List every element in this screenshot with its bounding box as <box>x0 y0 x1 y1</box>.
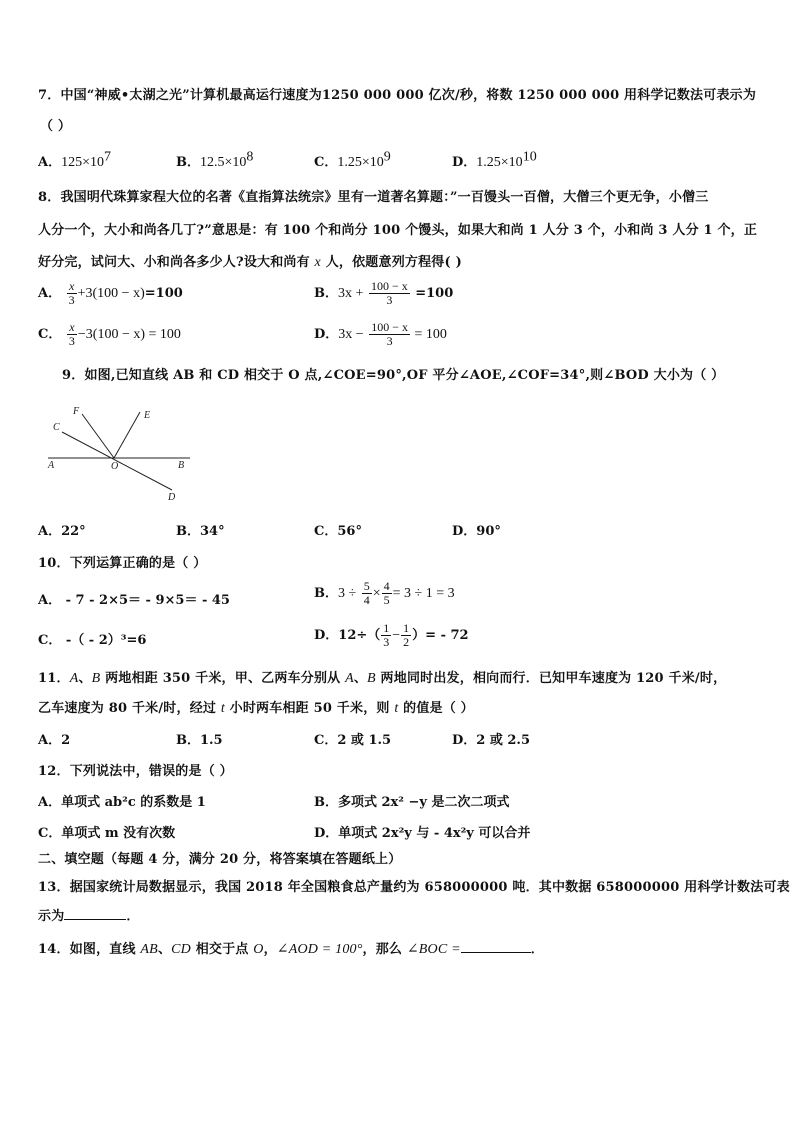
q8-stem-line1: 8．我国明代珠算家程大位的名著《直指算法统宗》里有一道著名算题：”一百馒头一百僧，大僧三个更无争，小僧三 <box>38 190 709 205</box>
q11-option-c: C．2 或 1.5 <box>314 733 392 748</box>
label-a: A <box>48 460 55 471</box>
q9-option-a: A．22° <box>38 524 86 539</box>
label-f: F <box>73 406 80 417</box>
q8-option-d: D．3x − $\frac{100 - x}{3}$ = 100 <box>314 320 447 348</box>
q7-option-a: A．$125\times 10^7$ <box>38 149 111 170</box>
q9-option-d: D．90° <box>452 524 501 539</box>
label-e: E <box>144 410 151 421</box>
q10-option-a: A． - 7 - 2×5＝ - 9×5＝ - 45 <box>38 593 230 608</box>
q8-stem-line3: 好分完，试问大、小和尚各多少人?设大和尚有 x 人，依题意列方程得( ) <box>38 255 462 270</box>
q8-option-c: C． $\frac{x}{3}$ −3(100 − x) = 100 <box>38 320 181 348</box>
q14-stem: 14．如图，直线 AB、CD 相交于点 O，∠AOD = 100°，那么 ∠BOC = ． <box>38 942 544 957</box>
q7-stem-line2: （ ） <box>40 119 72 134</box>
q12-option-d: D．单项式 2x²y 与 - 4x²y 可以合并 <box>314 826 531 841</box>
label-b: B <box>178 460 185 471</box>
q12-option-b: B．多项式 2x² −y 是二次二项式 <box>314 795 510 810</box>
q10-option-d: D．12÷（ $\frac{1}{3}$ − $\frac{1}{2}$ ）= - 72 <box>314 621 469 649</box>
section-title: 二、填空题（每题 4 分，满分 20 分，将答案填在答题纸上） <box>38 852 402 867</box>
ray-oe <box>114 412 140 458</box>
q11-stem-line2: 乙车速度为 80 千米/时，经过 t 小时两车相距 50 千米，则 t 的值是（ ） <box>38 701 474 716</box>
q7-option-d: D．$1.25\times 10^{10}$ <box>452 149 537 170</box>
q11-option-d: D．2 或 2.5 <box>452 733 530 748</box>
q10-stem: 10．下列运算正确的是（ ） <box>38 556 207 571</box>
q12-option-a: A．单项式 ab²c 的系数是 1 <box>38 795 206 810</box>
q14-answer-blank[interactable] <box>461 940 531 953</box>
q9-stem: 9．如图,已知直线 AB 和 CD 相交于 O 点,∠COE=90°,OF 平分∠AOE,∠COF=34°,则∠BOD 大小为（ ） <box>62 368 725 383</box>
q12-option-c: C．单项式 m 没有次数 <box>38 826 176 841</box>
q8-option-b: B．3x + $\frac{100 - x}{3}$ =100 <box>314 279 454 307</box>
label-d: D <box>168 492 176 502</box>
label-o: O <box>111 461 119 472</box>
q13-stem-line2: 示为 ． <box>38 909 140 924</box>
q11-option-b: B．1.5 <box>176 733 223 748</box>
q13-answer-blank[interactable] <box>64 907 126 920</box>
q8-option-a: A． $\frac{x}{3}$ +3(100 − x)=100 <box>38 279 183 307</box>
q11-option-a: A．2 <box>38 733 71 748</box>
q11-stem-line1: 11．A、B 两地相距 350 千米，甲、乙两车分别从 A、B 两地同时出发，相向而行．已知甲车速度为 120 千米/时， <box>38 671 727 686</box>
q7-option-c: C．$1.25\times 10^9$ <box>314 149 391 170</box>
q8-stem-line2: 人分一个，大小和尚各几丁?”意思是：有 100 个和尚分 100 个馒头，如果大和尚 1 人分 3 个，小和尚 3 人分 1 个，正 <box>38 223 758 238</box>
label-c: C <box>53 422 60 433</box>
q10-option-b: B．3 ÷ $\frac{5}{4}$ × $\frac{4}{5}$ = 3 ÷ 1 = 3 <box>314 579 455 607</box>
q13-stem-line1: 13．据国家统计局数据显示，我国 2018 年全国粮食总产量约为 658000000 吨．其中数据 658000000 用科学计数法可表 <box>38 880 790 895</box>
q9-option-b: B．34° <box>176 524 225 539</box>
q7-option-b: B．$12.5\times 10^8$ <box>176 149 254 170</box>
q12-stem: 12．下列说法中，错误的是（ ） <box>38 764 233 779</box>
q7-stem-line1: 7．中国“神威•太湖之光”计算机最高运行速度为1250 000 000 亿次/秒，将数 1250 000 000 用科学记数法可表示为 <box>38 88 757 103</box>
q9-figure <box>44 402 204 502</box>
q9-option-c: C．56° <box>314 524 362 539</box>
q10-option-c: C． -（ - 2）³=6 <box>38 633 147 648</box>
